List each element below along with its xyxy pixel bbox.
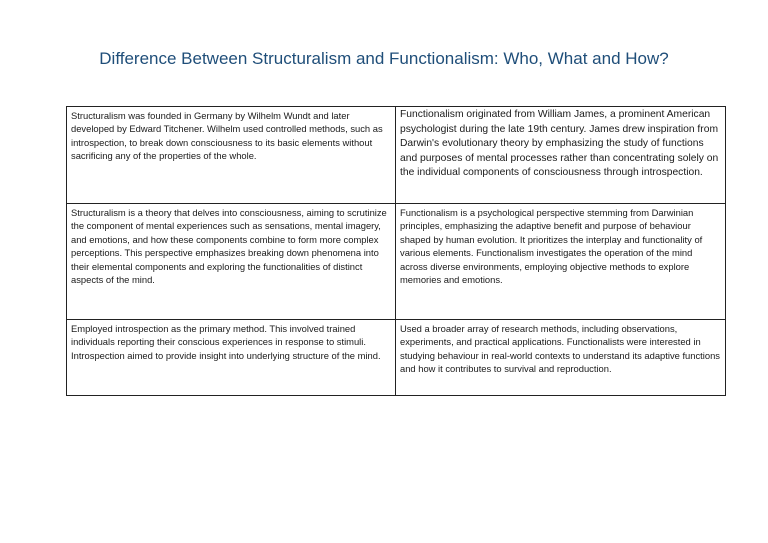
table-row-definition: [67, 204, 726, 320]
structuralism-definition-cell: Structuralism is a theory that delves into consciousness, aiming to scrutinize the component of mental experiences such as sensations, mental imagery, and emotions, and how these components combine to form more complex perceptions. This perspective emphasizes breaking down phenomena into their elemental components and exploring the functionalities of distinct aspects of the mind.: [67, 204, 396, 320]
comparison-table: [66, 106, 726, 396]
structuralism-origin-cell: Structuralism was founded in Germany by Wilhelm Wundt and later developed by Edward Titchener. Wilhelm used controlled methods, such as introspection, to break down consciousness to its basic elements without sacrificing any of the properties of the whole.: [67, 107, 396, 204]
structuralism-methods-cell: Employed introspection as the primary method. This involved trained individuals reporting their conscious experiences in response to stimuli. Introspection aimed to provide insight into underlying structure of the mind.: [67, 320, 396, 396]
table-row-origin: [67, 107, 726, 204]
table-row-methods: [67, 320, 726, 396]
page-title: Difference Between Structuralism and Functionalism: Who, What and How?: [99, 49, 669, 68]
functionalism-methods-cell: Used a broader array of research methods, including observations, experiments, and practical applications. Functionalists were interested in studying behaviour in real-world contexts to understand its adaptive functions and how it contributes to survival and reproduction.: [396, 320, 726, 396]
functionalism-origin-cell: Functionalism originated from William James, a prominent American psychologist during the late 19th century. James drew inspiration from Darwin's evolutionary theory by emphasizing the study of functions and purposes of mental processes rather than concentrating solely on the individual components of consciousness through introspection.: [396, 107, 726, 204]
functionalism-definition-cell: Functionalism is a psychological perspective stemming from Darwinian principles, emphasizing the adaptive benefit and purpose of behaviour shaped by human evolution. It prioritizes the interplay and functionality of various elements. Functionalism investigates the operation of the mind across diverse environments, employing objective methods to explore memories and emotions.: [396, 204, 726, 320]
